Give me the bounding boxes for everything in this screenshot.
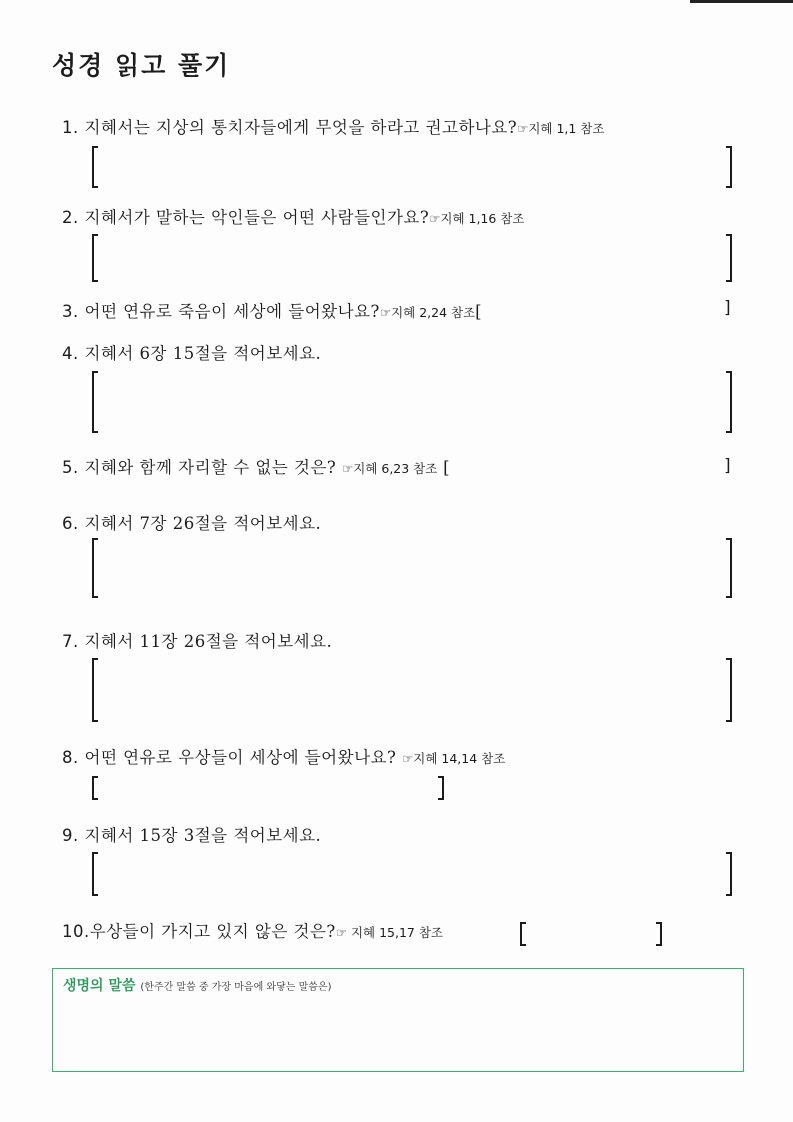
page-title: 성경 읽고 풀기 (52, 51, 231, 80)
answer-bracket-right (726, 538, 732, 598)
inline-bracket-open: [ (443, 458, 451, 477)
answer-bracket-right (726, 852, 732, 896)
question-text: 우상들이 가지고 있지 않은 것은? (89, 922, 336, 941)
question-4 (62, 340, 321, 364)
answer-bracket-left (92, 658, 98, 722)
question-text: 지혜서 11장 26절을 적어보세요. (84, 632, 333, 651)
question-10 (62, 918, 443, 942)
answer-bracket-left (92, 776, 98, 800)
answer-bracket-left (92, 852, 98, 896)
question-text: 지혜서는 지상의 통치자들에게 무엇을 하라고 권고하나요? (84, 118, 518, 137)
word-of-life-heading (63, 975, 331, 995)
answer-bracket-right (726, 658, 732, 722)
question-text: 지혜서 6장 15절을 적어보세요. (84, 344, 322, 363)
question-9 (62, 822, 321, 846)
question-number: 2. (62, 208, 79, 227)
answer-bracket-left (520, 922, 526, 946)
question-number: 8. (62, 748, 79, 767)
answer-bracket-right (726, 371, 732, 433)
question-number: 1. (62, 118, 79, 137)
answer-bracket-left (92, 538, 98, 598)
question-reference: ☞지혜 6,23 참조 (342, 461, 438, 476)
question-6 (62, 510, 321, 534)
word-of-life-subtitle: (한주간 말씀 중 가장 마음에 와닿는 말씀은) (140, 982, 332, 993)
question-1 (62, 114, 604, 138)
word-of-life-title: 생명의 말씀 (63, 978, 136, 994)
inline-bracket-open: [ (475, 302, 483, 321)
question-5 (62, 454, 450, 478)
question-text: 어떤 연유로 우상들이 세상에 들어왔나요? (84, 748, 397, 767)
question-number: 9. (62, 826, 79, 845)
word-of-life-box[interactable] (52, 968, 744, 1072)
question-text: 지혜와 함께 자리할 수 없는 것은? (84, 458, 337, 477)
question-number: 4. (62, 344, 79, 363)
answer-bracket-left (92, 234, 98, 282)
question-2 (62, 204, 524, 228)
inline-bracket-close: ] (724, 456, 731, 476)
question-8 (62, 744, 505, 768)
question-number: 6. (62, 514, 79, 533)
question-reference: ☞지혜 1,1 참조 (517, 121, 605, 136)
question-reference: ☞지혜 1,16 참조 (429, 211, 525, 226)
question-7 (62, 628, 332, 652)
answer-bracket-right (656, 922, 662, 946)
question-number: 10. (62, 922, 90, 941)
answer-bracket-left (92, 146, 98, 188)
question-text: 지혜서가 말하는 악인들은 어떤 사람들인가요? (84, 208, 430, 227)
question-number: 5. (62, 458, 79, 477)
question-reference: ☞ 지혜 15,17 참조 (335, 925, 444, 940)
question-text: 어떤 연유로 죽음이 세상에 들어왔나요? (84, 302, 380, 321)
question-reference: ☞지혜 14,14 참조 (402, 751, 506, 766)
question-3 (62, 298, 482, 322)
question-text: 지혜서 15장 3절을 적어보세요. (84, 826, 322, 845)
answer-bracket-left (92, 371, 98, 433)
answer-bracket-right (726, 146, 732, 188)
question-number: 3. (62, 302, 79, 321)
inline-bracket-close: ] (724, 298, 731, 318)
question-text: 지혜서 7장 26절을 적어보세요. (84, 514, 322, 533)
scan-edge-line (690, 0, 793, 3)
question-reference: ☞지혜 2,24 참조 (379, 305, 476, 320)
answer-bracket-right (438, 776, 444, 800)
answer-bracket-right (726, 234, 732, 282)
question-number: 7. (62, 632, 79, 651)
